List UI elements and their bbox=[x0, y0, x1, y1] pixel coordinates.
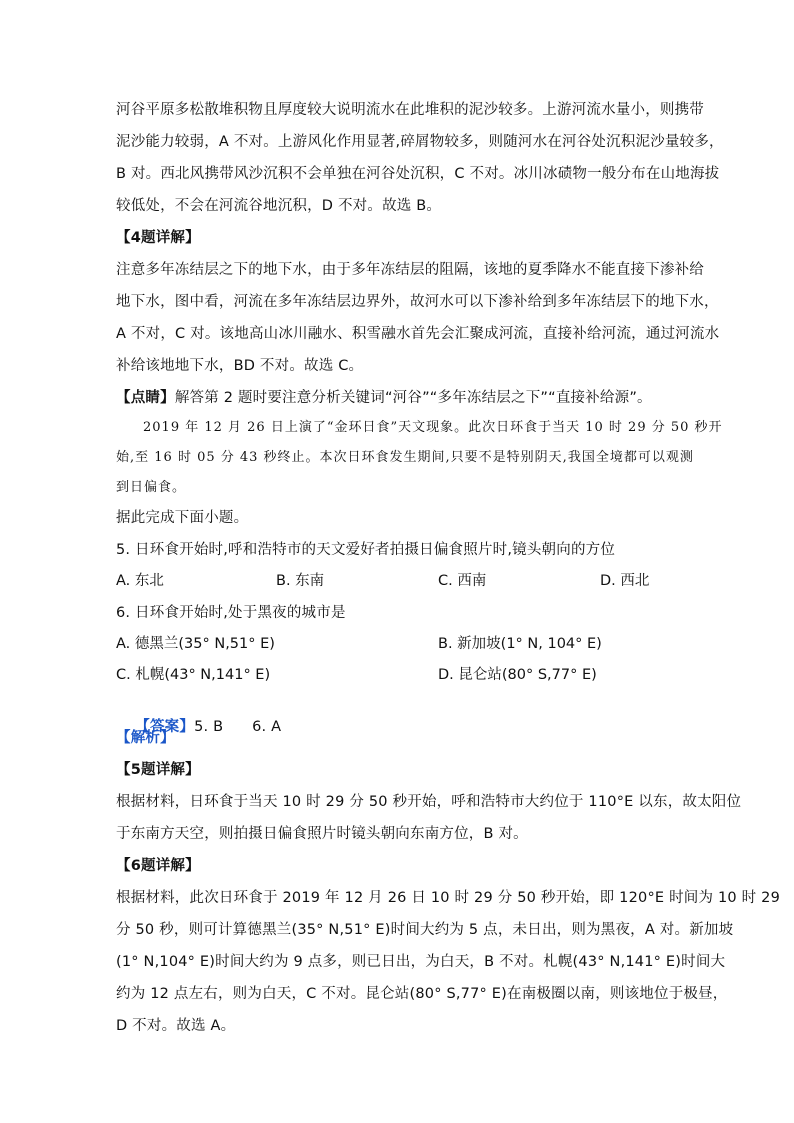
q5-explain-line-2: 于东南方天空，则拍摄日偏食照片时镜头朝向东南方位，B 对。 bbox=[116, 826, 528, 842]
q5-explain-line-1: 根据材料，日环食于当天 10 时 29 分 50 秒开始，呼和浩特市大约位于 110°E 以东，故太阳位 bbox=[116, 794, 742, 810]
q6-option-c: C. 札幌(43° N,141° E) bbox=[116, 667, 271, 683]
q3-explain-line-3: B 对。西北风携带风沙沉积不会单独在河谷处沉积，C 不对。冰川冰碛物一般分布在山地海拔 bbox=[116, 166, 720, 182]
q6-explain-line-2: 分 50 秒，则可计算德黑兰(35° N,51° E)时间大约为 5 点，未日出，则为黑夜，A 对。新加坡 bbox=[116, 922, 734, 938]
q6-explain-line-4: 约为 12 点左右，则为白天，C 不对。昆仑站(80° S,77° E)在南极圈以南，则该地位于极昼， bbox=[116, 986, 728, 1002]
instruction: 据此完成下面小题。 bbox=[116, 510, 249, 526]
q5-stem: 5. 日环食开始时,呼和浩特市的天文爱好者拍摄日偏食照片时,镜头朝向的方位 bbox=[116, 542, 616, 558]
q6-option-a: A. 德黑兰(35° N,51° E) bbox=[116, 636, 275, 652]
q5-option-b: B. 东南 bbox=[276, 573, 325, 589]
q6-stem: 6. 日环食开始时,处于黑夜的城市是 bbox=[116, 605, 346, 621]
material-line-2: 始,至 16 时 05 分 43 秒终止。本次日环食发生期间,只要不是特别阴天,我国全境都可以观测 bbox=[116, 450, 694, 465]
tip-label: 【点睛】 bbox=[116, 390, 175, 406]
q6-explain-line-3: (1° N,104° E)时间大约为 9 点多，则已日出，为白天，B 不对。札幌(43° N,141° E)时间大 bbox=[116, 954, 726, 970]
analysis-header: 【解析】 bbox=[116, 730, 175, 746]
q5-option-d: D. 西北 bbox=[600, 573, 650, 589]
q5-header: 【5题详解】 bbox=[116, 762, 200, 778]
q5-option-c: C. 西南 bbox=[438, 573, 487, 589]
tip-paragraph bbox=[116, 388, 652, 408]
q4-explain-line-4: 补给该地地下水，BD 不对。故选 C。 bbox=[116, 358, 364, 374]
tip-text: 解答第 2 题时要注意分析关键词“河谷”“多年冻结层之下”“直接补给源”。 bbox=[174, 390, 652, 406]
q4-explain-line-3: A 不对，C 对。该地高山冰川融水、积雪融水首先会汇聚成河流，直接补给河流，通过河流水 bbox=[116, 326, 720, 342]
q6-explain-line-5: D 不对。故选 A。 bbox=[116, 1018, 236, 1034]
q3-explain-line-2: 泥沙能力较弱，A 不对。上游风化作用显著,碎屑物较多，则随河水在河谷处沉积泥沙量较多， bbox=[116, 134, 724, 150]
q3-explain-line-1: 河谷平原多松散堆积物且厚度较大说明流水在此堆积的泥沙较多。上游河流水量小，则携带 bbox=[116, 102, 704, 118]
material-line-3: 到日偏食。 bbox=[116, 480, 187, 495]
q6-option-b: B. 新加坡(1° N, 104° E) bbox=[438, 636, 602, 652]
q6-header: 【6题详解】 bbox=[116, 858, 200, 874]
q5-option-a: A. 东北 bbox=[116, 573, 164, 589]
q6-explain-line-1: 根据材料，此次日环食于 2019 年 12 月 26 日 10 时 29 分 50 秒开始，即 120°E 时间为 10 时 29 bbox=[116, 890, 780, 906]
q3-explain-line-4: 较低处，不会在河流谷地沉积，D 不对。故选 B。 bbox=[116, 198, 442, 214]
q6-option-d: D. 昆仑站(80° S,77° E) bbox=[438, 667, 597, 683]
q4-header: 【4题详解】 bbox=[116, 230, 200, 246]
answer-label: 【答案】 bbox=[135, 719, 195, 735]
q4-explain-line-2: 地下水，图中看，河流在多年冻结层边界外，故河水可以下渗补给到多年冻结层下的地下水， bbox=[116, 294, 719, 310]
answer-text: 5. B 6. A bbox=[194, 719, 282, 735]
answer-paragraph bbox=[116, 697, 281, 757]
q4-explain-line-1: 注意多年冻结层之下的地下水，由于多年冻结层的阻隔，该地的夏季降水不能直接下渗补给 bbox=[116, 262, 704, 278]
material-line-1: 2019 年 12 月 26 日上演了“金环日食”天文现象。此次日环食于当天 10 时 29 分 50 秒开 bbox=[143, 420, 723, 435]
